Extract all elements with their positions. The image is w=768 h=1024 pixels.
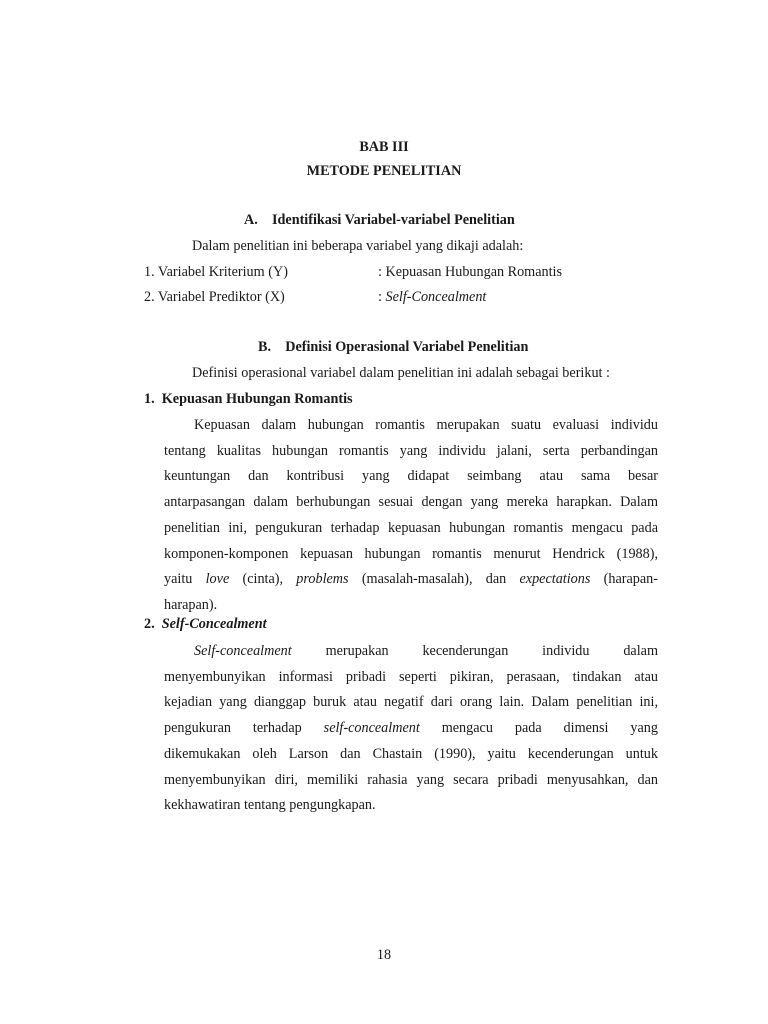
variable-value-2: : Self-Concealment: [378, 289, 487, 305]
paragraph-line: kejadian yang dianggap buruk atau negatif dari orang lain. Dalam penelitian ini,: [164, 694, 658, 711]
chapter-number: BAB III: [359, 139, 409, 155]
chapter-title: METODE PENELITIAN: [306, 163, 462, 179]
paragraph-line: yaitu love (cinta), problems (masalah-masalah), dan expectations (harapan-: [164, 571, 658, 588]
section-b-intro: Definisi operasional variabel dalam penelitian ini adalah sebagai berikut :: [192, 365, 610, 381]
paragraph-line: kekhawatiran tentang pengungkapan.: [164, 797, 376, 814]
paragraph-line: pengukuran terhadap self-concealment mengacu pada dimensi yang: [164, 720, 658, 737]
paragraph-line: menyembunyikan diri, memiliki rahasia yang secara pribadi menyusahkan, dan: [164, 771, 658, 788]
item-2-heading: 2. Self-Concealment: [144, 616, 267, 632]
paragraph-line: komponen-komponen kepuasan hubungan romantis menurut Hendrick (1988),: [164, 545, 658, 562]
paragraph-line: harapan).: [164, 596, 218, 613]
paragraph-line: antarpasangan dalam berhubungan sesuai dengan yang mereka harapkan. Dalam: [164, 494, 658, 511]
item-1-heading: 1. Kepuasan Hubungan Romantis: [144, 391, 353, 407]
section-a-intro: Dalam penelitian ini beberapa variabel yang dikaji adalah:: [192, 238, 524, 254]
paragraph-line: penelitian ini, pengukuran terhadap kepuasan hubungan romantis mengacu pada: [164, 519, 658, 536]
paragraph-line: Kepuasan dalam hubungan romantis merupakan suatu evaluasi individu: [194, 417, 658, 433]
section-b-heading: B. Definisi Operasional Variabel Penelitian: [258, 339, 529, 355]
paragraph-line: Self-concealment merupakan kecenderungan individu dalam: [194, 643, 658, 659]
variable-value-1: : Kepuasan Hubungan Romantis: [378, 264, 563, 280]
variable-label-2: 2. Variabel Prediktor (X): [144, 289, 285, 305]
paragraph-line: keuntungan dan kontribusi yang didapat seimbang atau sama besar: [164, 468, 658, 485]
variable-label-1: 1. Variabel Kriterium (Y): [144, 264, 288, 280]
paragraph-line: menyembunyikan informasi pribadi seperti pikiran, perasaan, tindakan atau: [164, 668, 658, 685]
paragraph-line: dikemukakan oleh Larson dan Chastain (1990), yaitu kecenderungan untuk: [164, 745, 658, 762]
page-number: 18: [376, 947, 392, 963]
section-a-heading: A. Identifikasi Variabel-variabel Penelitian: [244, 212, 515, 228]
paragraph-line: tentang kualitas hubungan romantis yang individu jalani, serta perbandingan: [164, 442, 658, 459]
